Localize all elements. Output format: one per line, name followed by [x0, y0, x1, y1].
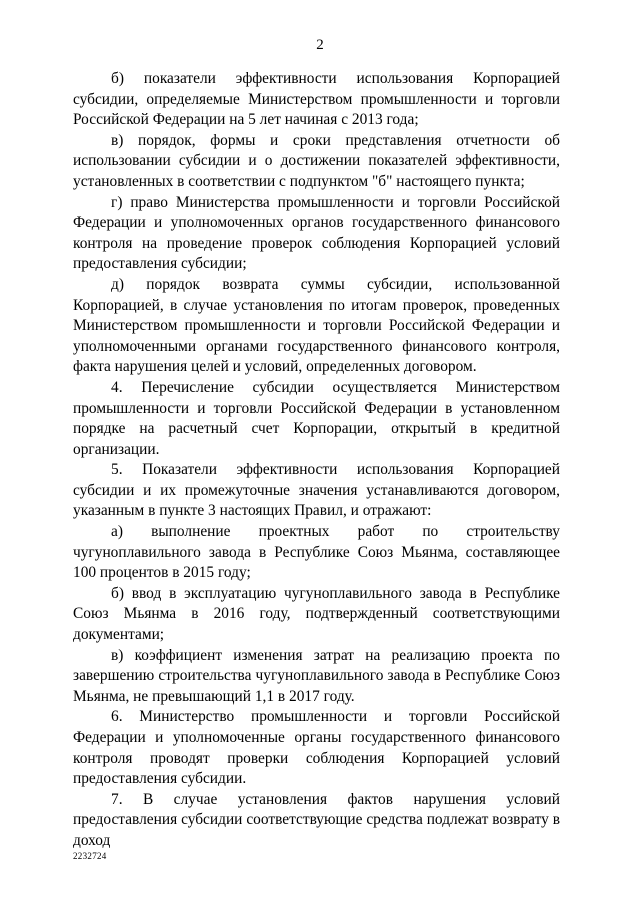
page-number: 2 — [316, 37, 324, 53]
paragraph-item-d: д) порядок возврата суммы субсидии, использованной Корпорацией, в случае установления по итогам проверок, проведенных Министерством промышленности и торговли Российской Федерации и уполномоченными органами государственного финансового контроля, факта нарушения целей и условий, определенных договором. — [73, 275, 560, 376]
paragraph-clause-5-item-b: б) ввод в эксплуатацию чугуноплавильного завода в Республике Союз Мьянма в 2016 году, подтвержденный соответствующими документами; — [73, 584, 560, 644]
paragraph-item-b: б) показатели эффективности использования Корпорацией субсидии, определяемые Министерством промышленности и торговли Российской Федерации на 5 лет начиная с 2013 года; — [73, 70, 560, 129]
paragraph-clause-6: 6. Министерство промышленности и торговли Российской Федерации и уполномоченные органы государственного финансового контроля проводят проверки соблюдения Корпорацией условий предоставления субсидии. — [73, 708, 560, 788]
paragraph-clause-5: 5. Показатели эффективности использования Корпорацией субсидии и их промежуточные значения устанавливаются договором, указанным в пункте 3 настоящих Правил, и отражают: — [73, 461, 560, 520]
paragraph-clause-5-item-a: а) выполнение проектных работ по строительству чугуноплавильного завода в Республике Союз Мьянма, составляющее 100 процентов в 2015 году; — [73, 523, 560, 582]
paragraph-clause-7: 7. В случае установления фактов нарушения условий предоставления субсидии соответствующие средства подлежат возврату в доход — [73, 790, 560, 849]
document-code: 2232724 — [73, 851, 107, 861]
paragraph-item-g: г) право Министерства промышленности и торговли Российской Федерации и уполномоченных органов государственного финансового контроля на проведение проверок соблюдения Корпорацией условий предоставления субсидии; — [73, 193, 560, 273]
paragraph-clause-5-item-v: в) коэффициент изменения затрат на реализацию проекта по завершению строительства чугуноплавильного завода в Республике Союз Мьянма, не превышающий 1,1 в 2017 году. — [73, 646, 560, 705]
document-body — [73, 69, 560, 852]
paragraph-clause-4: 4. Перечисление субсидии осуществляется Министерством промышленности и торговли Российской Федерации в установленном порядке на расчетный счет Корпорации, открытый в кредитной организации. — [73, 378, 560, 458]
paragraph-item-v: в) порядок, формы и сроки представления отчетности об использовании субсидии и о достижении показателей эффективности, установленных в соответствии с подпунктом "б" настоящего пункта; — [73, 131, 560, 190]
